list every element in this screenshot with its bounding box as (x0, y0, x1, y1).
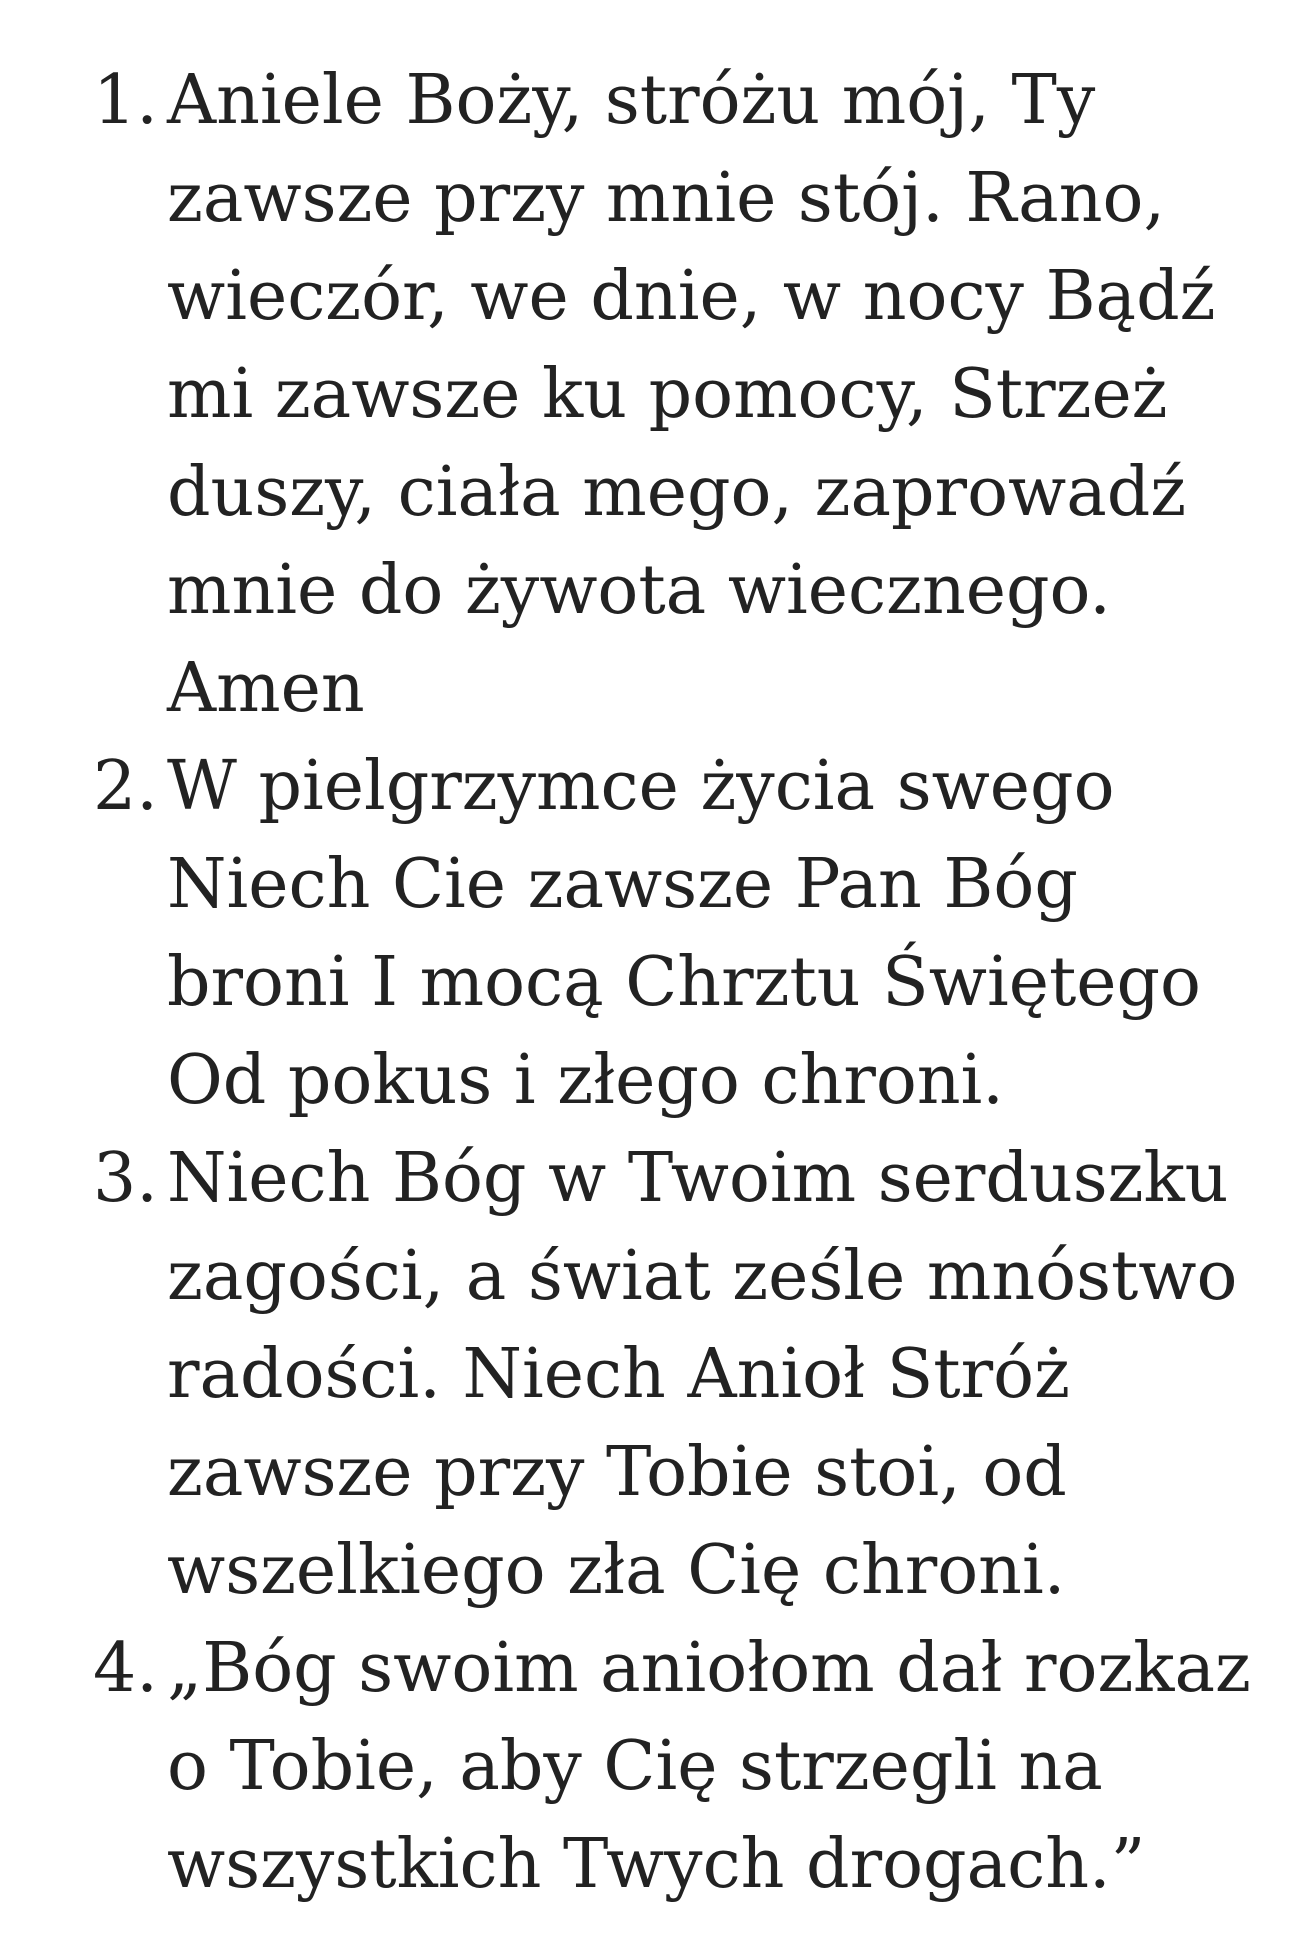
list-item (0, 738, 1290, 1130)
list-item-text: Aniele Boży, stróżu mój, Ty zawsze przy mnie stój. Rano, wieczór, we dnie, w nocy Bądź mi zawsze ku pomocy, Strzeż duszy, ciała mego, zaprowadź mnie do żywota wiecznego. Amen (167, 61, 1216, 728)
article-content (0, 52, 1290, 1914)
list-item-number: 4. (93, 1629, 158, 1708)
list-item-number: 1. (93, 61, 158, 140)
list-item (0, 1620, 1290, 1914)
list-item-number: 3. (93, 1139, 158, 1218)
list-item-text: „Bóg swoim aniołom dał rozkaz o Tobie, aby Cię strzegli na wszystkich Twych drogach.” (167, 1629, 1251, 1904)
wishes-list (0, 52, 1290, 1914)
list-item (0, 52, 1290, 738)
list-item-number: 2. (93, 747, 158, 826)
list-item (0, 1130, 1290, 1620)
list-item-text: Niech Bóg w Twoim serduszku zagości, a świat ześle mnóstwo radości. Niech Anioł Stróż zawsze przy Tobie stoi, od wszelkiego zła Cię chroni. (167, 1139, 1238, 1610)
list-item-text: W pielgrzymce życia swego Niech Cie zawsze Pan Bóg broni I mocą Chrztu Świętego Od pokus i złego chroni. (167, 747, 1201, 1120)
